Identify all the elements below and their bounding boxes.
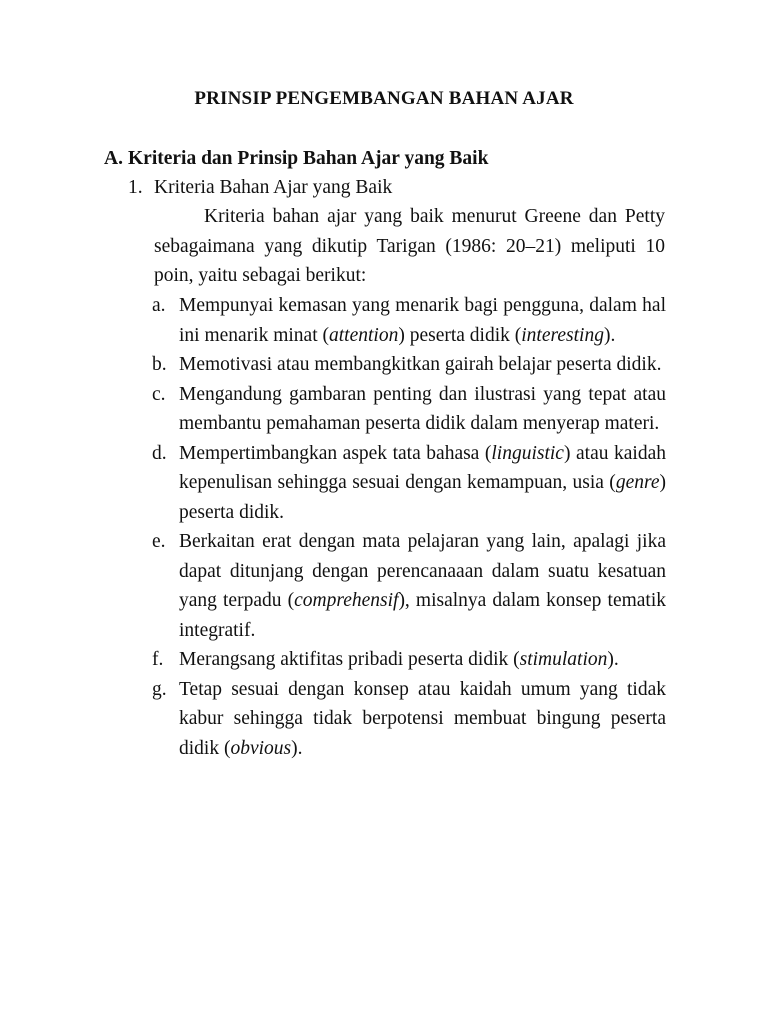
- subsection-heading: [128, 177, 668, 199]
- list-item-f: [152, 645, 666, 675]
- list-item-d: [152, 439, 666, 528]
- item-text: Mempertimbangkan aspek tata bahasa (: [179, 442, 492, 464]
- intro-paragraph: Kriteria bahan ajar yang baik menurut Greene dan Petty sebagaimana yang dikutip Tarigan (1986: 20–21) meliputi 10 poin, yaitu sebagai berikut:: [154, 206, 665, 286]
- list-marker: f.: [152, 649, 164, 670]
- item-text: Berkaitan erat dengan mata pelajaran yang lain, apalagi jika dapat ditunjang dengan perencanaaan dalam suatu kesatuan yang terpadu (: [179, 531, 666, 611]
- item-text-tail: ).: [291, 737, 303, 759]
- subsection-label: 1.: [128, 177, 143, 198]
- list-item-b: [152, 350, 666, 380]
- item-text-tail: ).: [603, 324, 616, 346]
- document-title: PRINSIP PENGEMBANGAN BAHAN AJAR: [194, 88, 574, 109]
- list-item-g: [152, 675, 666, 764]
- item-text: Tetap sesuai dengan konsep atau kaidah umum yang tidak kabur sehingga tidak berpotensi membuat bingung peserta didik (: [179, 678, 666, 759]
- item-text: Mempunyai kemasan yang menarik bagi pengguna, dalam hal ini menarik minat (: [179, 295, 666, 346]
- item-text-tail: ).: [607, 649, 619, 670]
- item-term: comprehensif: [294, 590, 399, 611]
- item-text-tail: ), misalnya dalam konsep tematik integratif.: [179, 590, 667, 641]
- list-item-e: [152, 527, 666, 645]
- list-item-a: [152, 291, 666, 350]
- section-heading-text: Kriteria dan Prinsip Bahan Ajar yang Baik: [128, 148, 489, 169]
- section-label: A.: [104, 148, 123, 169]
- criteria-list: [152, 291, 666, 763]
- list-marker: b.: [152, 354, 167, 375]
- list-marker: e.: [152, 531, 166, 552]
- item-text: Mengandung gambaran penting dan ilustrasi yang tepat atau membantu pemahaman peserta didik dalam menyerap materi.: [179, 383, 666, 434]
- subsection-heading-text: Kriteria Bahan Ajar yang Baik: [154, 177, 393, 198]
- item-term: interesting: [521, 324, 604, 346]
- item-term: stimulation: [519, 649, 608, 670]
- item-text: Memotivasi atau membangkitkan gairah belajar peserta didik.: [179, 354, 662, 375]
- list-marker: g.: [152, 678, 167, 700]
- list-marker: c.: [152, 383, 166, 405]
- list-marker: a.: [152, 295, 166, 316]
- item-term: obvious: [230, 737, 292, 759]
- item-text: Merangsang aktifitas pribadi peserta didik (: [179, 649, 520, 670]
- item-term: attention: [329, 324, 399, 346]
- list-marker: d.: [152, 442, 167, 464]
- item-term: genre: [615, 472, 660, 493]
- item-text-tail: ) peserta didik.: [179, 472, 666, 523]
- list-item-c: [152, 380, 666, 439]
- item-text-mid: ) peserta didik (: [398, 324, 522, 346]
- item-text-mid: ) atau kaidah kepenulisan sehingga sesuai dengan kemampuan, usia (: [179, 442, 666, 493]
- section-heading: [104, 148, 664, 170]
- item-term: linguistic: [491, 442, 564, 464]
